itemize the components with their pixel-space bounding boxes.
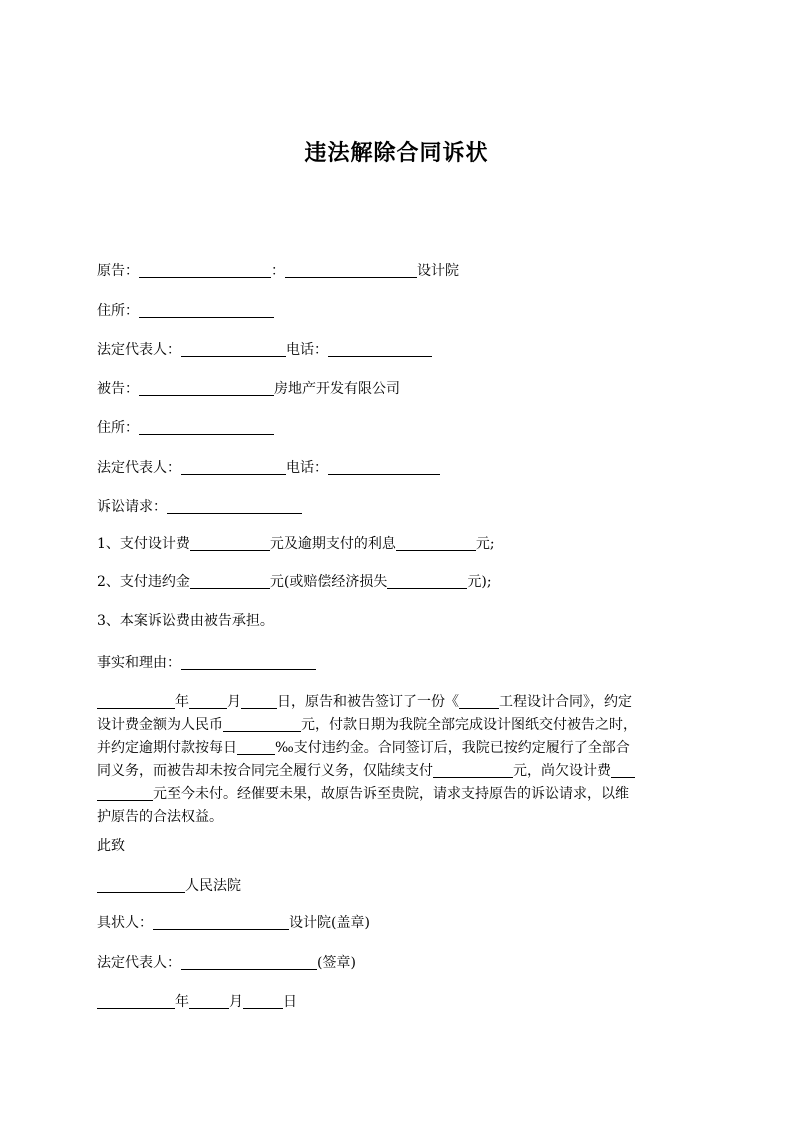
plaintiff-rep-line — [97, 341, 432, 359]
facts-paid-blank — [433, 763, 513, 778]
plaintiff-rep-label: 法定代表人： — [97, 342, 181, 358]
facts-row-6: 护原告的合法权益。 — [97, 809, 223, 825]
signer-suffix: 设计院(盖章) — [289, 915, 370, 931]
closing — [97, 837, 125, 855]
claim-2-part-c: 元); — [467, 574, 492, 590]
defendant-phone-label: 电话： — [286, 460, 328, 476]
facts-owed-blank-2 — [97, 786, 153, 801]
document-title: 违法解除合同诉状 — [304, 141, 489, 166]
facts-row-1-text-c: 日，原告和被告签订了一份《 — [277, 694, 459, 710]
facts-row-2-text-b: 元，付款日期为我院全部完成设计图纸交付被告之时， — [301, 717, 637, 733]
defendant-line — [97, 380, 400, 398]
court-blank — [97, 878, 185, 893]
signer-rep-label: 法定代表人： — [97, 955, 181, 971]
facts-row-1 — [97, 691, 697, 714]
plaintiff-sep: ： — [271, 263, 285, 279]
facts-amount-blank — [223, 717, 301, 732]
plaintiff-blank-2 — [285, 263, 417, 278]
plaintiff-line — [97, 262, 459, 280]
signer-rep-line — [97, 954, 356, 972]
plaintiff-phone-label: 电话： — [286, 342, 328, 358]
claim-item-3 — [97, 612, 274, 630]
claims-label: 诉讼请求： — [97, 499, 167, 515]
facts-row-1-text-d: 工程设计合同》，约定 — [499, 694, 632, 710]
signer-rep-blank — [181, 955, 317, 970]
claim-3-text: 3、本案诉讼费由被告承担。 — [97, 613, 274, 629]
signer-line — [97, 914, 370, 932]
plaintiff-phone-blank — [328, 342, 432, 357]
defendant-address-blank — [139, 420, 274, 435]
defendant-address-label: 住所： — [97, 420, 139, 436]
claims-line — [97, 498, 302, 516]
defendant-phone-blank — [328, 460, 440, 475]
signer-blank — [153, 915, 289, 930]
defendant-suffix: 房地产开发有限公司 — [274, 381, 400, 397]
date-line — [97, 993, 297, 1011]
defendant-blank — [139, 381, 274, 396]
facts-rate-blank — [237, 740, 275, 755]
claim-1-part-c: 元; — [475, 536, 495, 552]
plaintiff-blank-1 — [139, 263, 271, 278]
facts-row-5-text-a: 元至今未付。经催要未果，故原告诉至贵院，请求支持原告的诉讼请求，以维 — [153, 786, 629, 802]
defendant-label: 被告： — [97, 381, 139, 397]
facts-row-2 — [97, 714, 697, 737]
defendant-rep-blank — [181, 460, 286, 475]
facts-line — [97, 654, 316, 672]
facts-row-3-text-b: ‰支付违约金。合同签订后，我院已按约定履行了全部合 — [275, 740, 630, 756]
claim-2-blank-1 — [190, 574, 270, 589]
plaintiff-address-line — [97, 302, 274, 320]
facts-row-4-text-b: 元，尚欠设计费 — [513, 763, 611, 779]
claim-1-blank-2 — [396, 536, 476, 551]
facts-row-3-text-a: 并约定逾期付款按每日 — [97, 740, 237, 756]
signer-label: 具状人： — [97, 915, 153, 931]
facts-label: 事实和理由： — [97, 655, 181, 671]
facts-paragraph — [97, 691, 697, 829]
facts-year-blank — [97, 694, 175, 709]
plaintiff-suffix: 设计院 — [417, 263, 459, 279]
date-month: 月 — [229, 994, 243, 1010]
claim-item-2 — [97, 573, 492, 591]
claim-2-part-b: 元(或赔偿经济损失 — [269, 574, 388, 590]
facts-row-5 — [97, 783, 697, 806]
facts-blank — [181, 655, 316, 670]
claim-1-part-a: 1、支付设计费 — [97, 536, 190, 552]
defendant-rep-label: 法定代表人： — [97, 460, 181, 476]
plaintiff-address-blank — [139, 303, 274, 318]
claim-1-part-b: 元及逾期支付的利息 — [269, 536, 396, 552]
facts-row-4-text-a: 同义务，而被告却未按合同完全履行义务，仅陆续支付 — [97, 763, 433, 779]
facts-project-blank — [459, 694, 499, 709]
closing-text: 此致 — [97, 838, 125, 854]
date-day: 日 — [283, 994, 297, 1010]
court-suffix: 人民法院 — [185, 878, 241, 894]
facts-row-2-text-a: 设计费金额为人民币 — [97, 717, 223, 733]
facts-month-text: 月 — [227, 694, 241, 710]
defendant-address-line — [97, 419, 274, 437]
plaintiff-address-label: 住所： — [97, 303, 139, 319]
court-line — [97, 877, 241, 895]
facts-row-3 — [97, 737, 697, 760]
defendant-rep-line — [97, 459, 440, 477]
claim-2-blank-2 — [387, 574, 467, 589]
signer-rep-suffix: (签章) — [317, 955, 356, 971]
facts-row-4 — [97, 760, 697, 783]
date-day-blank — [243, 994, 283, 1009]
claim-item-1 — [97, 535, 495, 553]
claims-blank — [167, 499, 302, 514]
date-month-blank — [189, 994, 229, 1009]
claim-2-part-a: 2、支付违约金 — [97, 574, 190, 590]
facts-year-text: 年 — [175, 694, 189, 710]
claim-1-blank-1 — [190, 536, 270, 551]
facts-owed-blank-1 — [611, 763, 635, 778]
facts-day-blank — [241, 694, 277, 709]
plaintiff-rep-blank — [181, 342, 286, 357]
facts-month-blank — [189, 694, 227, 709]
date-year: 年 — [175, 994, 189, 1010]
plaintiff-label: 原告： — [97, 263, 139, 279]
date-year-blank — [97, 994, 175, 1009]
